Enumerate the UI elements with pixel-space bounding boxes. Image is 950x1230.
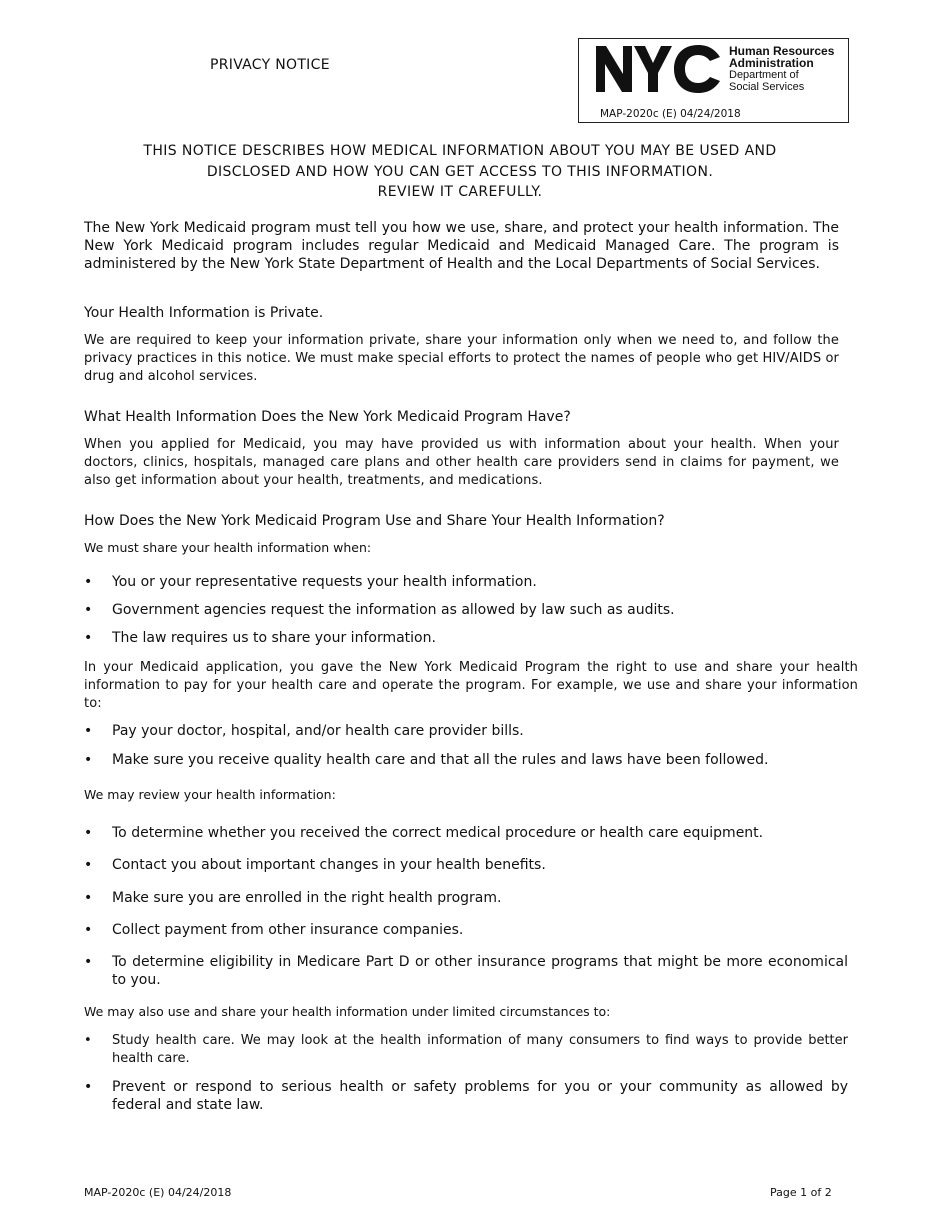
- bullet-icon: •: [84, 602, 93, 618]
- bullet-icon: •: [84, 630, 93, 646]
- page-number: Page 1 of 2: [770, 1186, 832, 1199]
- bullet-icon: •: [84, 954, 93, 970]
- bullet-icon: •: [84, 574, 93, 590]
- section-heading-use: How Does the New York Medicaid Program Use and Share Your Health Information?: [84, 513, 665, 529]
- intro-paragraph: The New York Medicaid program must tell you how we use, share, and protect your health information. The New York Medicaid program includes regular Medicaid and Medicaid Managed Care. The program is administered by the New York State Department of Health and the Local Departments of Social Services.: [84, 220, 839, 272]
- section-heading-have: What Health Information Does the New York Medicaid Program Have?: [84, 409, 571, 425]
- agency-logo-box: [578, 38, 849, 123]
- bullet-icon: •: [84, 1079, 93, 1095]
- bullet-icon: •: [84, 825, 93, 841]
- private-paragraph: We are required to keep your information private, share your information only when we need to, and follow the privacy practices in this notice. We must make special efforts to protect the names of people who get HIV/AIDS or drug and alcohol services.: [84, 333, 839, 384]
- notice-banner: THIS NOTICE DESCRIBES HOW MEDICAL INFORMATION ABOUT YOU MAY BE USED AND DISCLOSED AND HOW YOU CAN GET ACCESS TO THIS INFORMATION. REVIEW IT CAREFULLY.: [143, 143, 777, 200]
- footer-form-id: MAP-2020c (E) 04/24/2018: [84, 1186, 232, 1199]
- bullet-icon: •: [84, 857, 93, 873]
- application-paragraph: In your Medicaid application, you gave the New York Medicaid Program the right to use and share your health information to pay for your health care and operate the program. For example, we use and share your information to:: [84, 660, 858, 711]
- must-share-intro: We must share your health information when:: [84, 540, 372, 555]
- nyc-logo: [596, 44, 721, 94]
- bullet-icon: •: [84, 1033, 92, 1048]
- bullet-icon: •: [84, 723, 93, 739]
- section-heading-private: Your Health Information is Private.: [84, 305, 324, 321]
- document-title: PRIVACY NOTICE: [210, 57, 330, 73]
- agency-name: Human Resources Administration Department of Social Services: [729, 44, 835, 93]
- bullet-icon: •: [84, 752, 93, 768]
- review-intro: We may review your health information:: [84, 787, 336, 802]
- have-paragraph: When you applied for Medicaid, you may have provided us with information about your health. When your doctors, clinics, hospitals, managed care plans and other health care providers send in claims for payment, we also get information about your health, treatments, and medications.: [84, 437, 839, 488]
- limited-intro: We may also use and share your health information under limited circumstances to:: [84, 1004, 611, 1019]
- logo-form-id: MAP-2020c (E) 04/24/2018: [600, 108, 741, 120]
- bullet-icon: •: [84, 890, 93, 906]
- bullet-icon: •: [84, 922, 93, 938]
